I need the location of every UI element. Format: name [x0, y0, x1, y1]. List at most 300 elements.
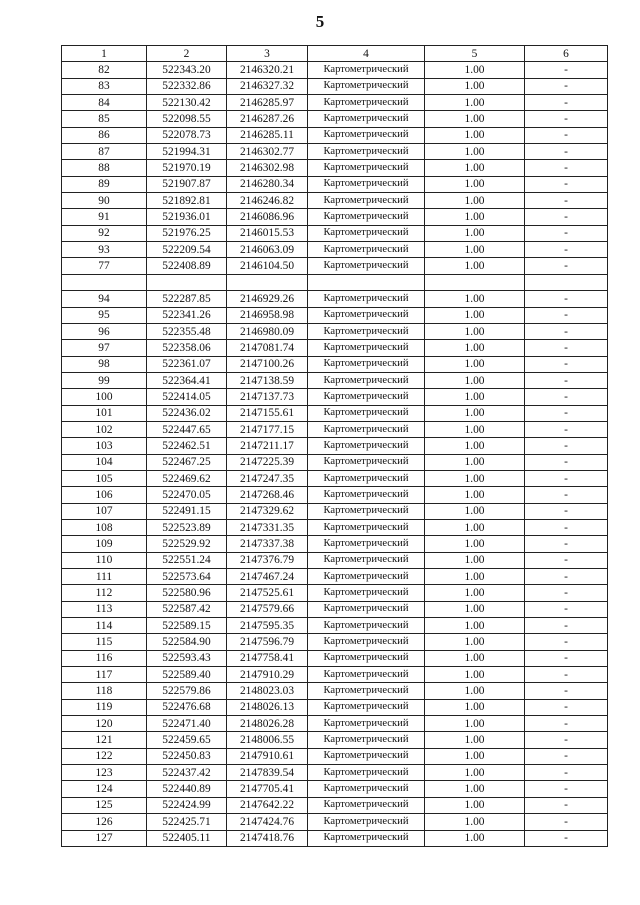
- point-number-cell: 120: [62, 716, 147, 732]
- accuracy-cell: 1.00: [425, 716, 525, 732]
- note-cell: -: [525, 144, 608, 160]
- coord-x-cell: 522405.11: [147, 830, 227, 846]
- table-row: [62, 536, 608, 552]
- empty-cell: [425, 274, 525, 290]
- coord-x-cell: 522414.05: [147, 389, 227, 405]
- coord-x-cell: 522436.02: [147, 405, 227, 421]
- table-row: [62, 356, 608, 372]
- method-cell: Картометрический: [308, 405, 425, 421]
- table-row: [62, 716, 608, 732]
- note-cell: -: [525, 634, 608, 650]
- coord-y-cell: 2147910.61: [227, 748, 308, 764]
- table-row: [62, 78, 608, 94]
- point-number-cell: 90: [62, 193, 147, 209]
- coord-y-cell: 2146063.09: [227, 242, 308, 258]
- point-number-cell: 121: [62, 732, 147, 748]
- table-row: [62, 111, 608, 127]
- table-row: [62, 209, 608, 225]
- point-number-cell: 95: [62, 307, 147, 323]
- coord-x-cell: 521892.81: [147, 193, 227, 209]
- note-cell: -: [525, 519, 608, 535]
- coord-y-cell: 2146327.32: [227, 78, 308, 94]
- accuracy-cell: 1.00: [425, 111, 525, 127]
- accuracy-cell: 1.00: [425, 454, 525, 470]
- coord-x-cell: 522491.15: [147, 503, 227, 519]
- point-number-cell: 115: [62, 634, 147, 650]
- method-cell: Картометрический: [308, 438, 425, 454]
- note-cell: -: [525, 160, 608, 176]
- coord-y-cell: 2147758.41: [227, 650, 308, 666]
- method-cell: Картометрический: [308, 323, 425, 339]
- table-row: [62, 748, 608, 764]
- accuracy-cell: 1.00: [425, 765, 525, 781]
- method-cell: Картометрический: [308, 421, 425, 437]
- point-number-cell: 100: [62, 389, 147, 405]
- method-cell: Картометрический: [308, 291, 425, 307]
- coord-x-cell: 522470.05: [147, 487, 227, 503]
- accuracy-cell: 1.00: [425, 291, 525, 307]
- point-number-cell: 94: [62, 291, 147, 307]
- accuracy-cell: 1.00: [425, 193, 525, 209]
- coord-x-cell: 522343.20: [147, 62, 227, 78]
- method-cell: Картометрический: [308, 601, 425, 617]
- accuracy-cell: 1.00: [425, 569, 525, 585]
- coord-y-cell: 2146246.82: [227, 193, 308, 209]
- coord-x-cell: 522459.65: [147, 732, 227, 748]
- method-cell: Картометрический: [308, 667, 425, 683]
- method-cell: Картометрический: [308, 569, 425, 585]
- point-number-cell: 119: [62, 699, 147, 715]
- coord-x-cell: 522469.62: [147, 470, 227, 486]
- method-cell: Картометрический: [308, 830, 425, 846]
- note-cell: -: [525, 814, 608, 830]
- note-cell: -: [525, 470, 608, 486]
- point-number-cell: 110: [62, 552, 147, 568]
- coord-x-cell: 522078.73: [147, 127, 227, 143]
- accuracy-cell: 1.00: [425, 732, 525, 748]
- coord-y-cell: 2147418.76: [227, 830, 308, 846]
- point-number-cell: 118: [62, 683, 147, 699]
- point-number-cell: 93: [62, 242, 147, 258]
- method-cell: Картометрический: [308, 111, 425, 127]
- point-number-cell: 102: [62, 421, 147, 437]
- coord-y-cell: 2146104.50: [227, 258, 308, 274]
- note-cell: -: [525, 225, 608, 241]
- method-cell: Картометрический: [308, 748, 425, 764]
- page-number: 5: [315, 12, 325, 31]
- coord-x-cell: 522447.65: [147, 421, 227, 437]
- table-row: [62, 438, 608, 454]
- point-number-cell: 111: [62, 569, 147, 585]
- table-row: [62, 830, 608, 846]
- method-cell: Картометрический: [308, 765, 425, 781]
- note-cell: -: [525, 454, 608, 470]
- table-row: [62, 814, 608, 830]
- accuracy-cell: 1.00: [425, 389, 525, 405]
- table-row: [62, 601, 608, 617]
- note-cell: -: [525, 340, 608, 356]
- accuracy-cell: 1.00: [425, 307, 525, 323]
- method-cell: Картометрический: [308, 258, 425, 274]
- coord-y-cell: 2147579.66: [227, 601, 308, 617]
- table-row: [62, 634, 608, 650]
- accuracy-cell: 1.00: [425, 95, 525, 111]
- note-cell: -: [525, 78, 608, 94]
- point-number-cell: 112: [62, 585, 147, 601]
- empty-cell: [147, 274, 227, 290]
- accuracy-cell: 1.00: [425, 519, 525, 535]
- coord-x-cell: 521970.19: [147, 160, 227, 176]
- table-row: [62, 618, 608, 634]
- note-cell: -: [525, 209, 608, 225]
- coord-y-cell: 2146958.98: [227, 307, 308, 323]
- table-row: [62, 569, 608, 585]
- method-cell: Картометрический: [308, 716, 425, 732]
- table-row: [62, 454, 608, 470]
- empty-cell: [308, 274, 425, 290]
- table-row: [62, 781, 608, 797]
- coord-y-cell: 2147211.17: [227, 438, 308, 454]
- coord-x-cell: 522364.41: [147, 372, 227, 388]
- method-cell: Картометрический: [308, 307, 425, 323]
- table-row: [62, 176, 608, 192]
- method-cell: Картометрический: [308, 732, 425, 748]
- method-cell: Картометрический: [308, 699, 425, 715]
- table-row: [62, 307, 608, 323]
- method-cell: Картометрический: [308, 487, 425, 503]
- accuracy-cell: 1.00: [425, 323, 525, 339]
- method-cell: Картометрический: [308, 634, 425, 650]
- point-number-cell: 109: [62, 536, 147, 552]
- coordinates-table: [61, 45, 608, 847]
- column-header-4: 4: [308, 46, 425, 62]
- note-cell: -: [525, 438, 608, 454]
- method-cell: Картометрический: [308, 470, 425, 486]
- coord-y-cell: 2147331.35: [227, 519, 308, 535]
- coord-y-cell: 2147467.24: [227, 569, 308, 585]
- column-header-6: 6: [525, 46, 608, 62]
- note-cell: -: [525, 176, 608, 192]
- coord-x-cell: 522580.96: [147, 585, 227, 601]
- coord-x-cell: 522355.48: [147, 323, 227, 339]
- note-cell: -: [525, 765, 608, 781]
- note-cell: -: [525, 405, 608, 421]
- note-cell: -: [525, 552, 608, 568]
- coord-y-cell: 2148023.03: [227, 683, 308, 699]
- coord-x-cell: 522587.42: [147, 601, 227, 617]
- point-number-cell: 87: [62, 144, 147, 160]
- note-cell: -: [525, 797, 608, 813]
- method-cell: Картометрический: [308, 160, 425, 176]
- method-cell: Картометрический: [308, 683, 425, 699]
- table-row: [62, 552, 608, 568]
- accuracy-cell: 1.00: [425, 683, 525, 699]
- coord-y-cell: 2147705.41: [227, 781, 308, 797]
- accuracy-cell: 1.00: [425, 242, 525, 258]
- point-number-cell: 92: [62, 225, 147, 241]
- note-cell: -: [525, 258, 608, 274]
- accuracy-cell: 1.00: [425, 62, 525, 78]
- accuracy-cell: 1.00: [425, 618, 525, 634]
- note-cell: -: [525, 421, 608, 437]
- table-row: [62, 503, 608, 519]
- method-cell: Картометрический: [308, 552, 425, 568]
- coord-y-cell: 2147337.38: [227, 536, 308, 552]
- accuracy-cell: 1.00: [425, 258, 525, 274]
- point-number-cell: 124: [62, 781, 147, 797]
- note-cell: -: [525, 95, 608, 111]
- note-cell: -: [525, 323, 608, 339]
- point-number-cell: 84: [62, 95, 147, 111]
- note-cell: -: [525, 830, 608, 846]
- table-row: [62, 225, 608, 241]
- table-row: [62, 389, 608, 405]
- accuracy-cell: 1.00: [425, 372, 525, 388]
- method-cell: Картометрический: [308, 225, 425, 241]
- method-cell: Картометрический: [308, 519, 425, 535]
- accuracy-cell: 1.00: [425, 127, 525, 143]
- method-cell: Картометрический: [308, 209, 425, 225]
- table-row: [62, 699, 608, 715]
- method-cell: Картометрический: [308, 650, 425, 666]
- note-cell: -: [525, 748, 608, 764]
- table-row: [62, 127, 608, 143]
- note-cell: -: [525, 372, 608, 388]
- coord-y-cell: 2146086.96: [227, 209, 308, 225]
- point-number-cell: 122: [62, 748, 147, 764]
- point-number-cell: 113: [62, 601, 147, 617]
- coord-y-cell: 2146285.97: [227, 95, 308, 111]
- coord-x-cell: 522130.42: [147, 95, 227, 111]
- method-cell: Картометрический: [308, 503, 425, 519]
- coord-x-cell: 522332.86: [147, 78, 227, 94]
- coord-y-cell: 2148026.28: [227, 716, 308, 732]
- coord-x-cell: 522424.99: [147, 797, 227, 813]
- note-cell: -: [525, 618, 608, 634]
- coord-y-cell: 2147177.15: [227, 421, 308, 437]
- accuracy-cell: 1.00: [425, 830, 525, 846]
- note-cell: -: [525, 487, 608, 503]
- coord-y-cell: 2146302.77: [227, 144, 308, 160]
- note-cell: -: [525, 650, 608, 666]
- method-cell: Картометрический: [308, 242, 425, 258]
- note-cell: -: [525, 601, 608, 617]
- table-row: [62, 160, 608, 176]
- table-row: [62, 323, 608, 339]
- table-row: [62, 193, 608, 209]
- point-number-cell: 83: [62, 78, 147, 94]
- point-number-cell: 97: [62, 340, 147, 356]
- column-header-3: 3: [227, 46, 308, 62]
- point-number-cell: 96: [62, 323, 147, 339]
- table-row: [62, 470, 608, 486]
- note-cell: -: [525, 683, 608, 699]
- accuracy-cell: 1.00: [425, 405, 525, 421]
- note-cell: -: [525, 585, 608, 601]
- point-number-cell: 99: [62, 372, 147, 388]
- accuracy-cell: 1.00: [425, 748, 525, 764]
- method-cell: Картометрический: [308, 78, 425, 94]
- accuracy-cell: 1.00: [425, 209, 525, 225]
- coord-x-cell: 522440.89: [147, 781, 227, 797]
- coord-x-cell: 522450.83: [147, 748, 227, 764]
- method-cell: Картометрический: [308, 781, 425, 797]
- method-cell: Картометрический: [308, 618, 425, 634]
- accuracy-cell: 1.00: [425, 650, 525, 666]
- empty-cell: [62, 274, 147, 290]
- table-row: [62, 519, 608, 535]
- table-row: [62, 667, 608, 683]
- table-row: [62, 372, 608, 388]
- note-cell: -: [525, 291, 608, 307]
- coord-y-cell: 2146929.26: [227, 291, 308, 307]
- table-row: [62, 144, 608, 160]
- coord-y-cell: 2147100.26: [227, 356, 308, 372]
- note-cell: -: [525, 536, 608, 552]
- method-cell: Картометрический: [308, 585, 425, 601]
- coord-x-cell: 522573.64: [147, 569, 227, 585]
- header-row: [62, 46, 608, 62]
- note-cell: -: [525, 356, 608, 372]
- accuracy-cell: 1.00: [425, 781, 525, 797]
- point-number-cell: 123: [62, 765, 147, 781]
- point-number-cell: 106: [62, 487, 147, 503]
- accuracy-cell: 1.00: [425, 225, 525, 241]
- note-cell: -: [525, 732, 608, 748]
- coord-x-cell: 521976.25: [147, 225, 227, 241]
- table-row: [62, 242, 608, 258]
- point-number-cell: 117: [62, 667, 147, 683]
- table-header: [62, 46, 608, 62]
- point-number-cell: 98: [62, 356, 147, 372]
- coord-y-cell: 2147155.61: [227, 405, 308, 421]
- table-row: [62, 62, 608, 78]
- table-row: [62, 683, 608, 699]
- accuracy-cell: 1.00: [425, 797, 525, 813]
- note-cell: -: [525, 111, 608, 127]
- accuracy-cell: 1.00: [425, 634, 525, 650]
- method-cell: Картометрический: [308, 797, 425, 813]
- method-cell: Картометрический: [308, 372, 425, 388]
- note-cell: -: [525, 781, 608, 797]
- method-cell: Картометрический: [308, 176, 425, 192]
- table-row: [62, 585, 608, 601]
- coord-y-cell: 2147596.79: [227, 634, 308, 650]
- point-number-cell: 91: [62, 209, 147, 225]
- table-row: [62, 405, 608, 421]
- note-cell: -: [525, 127, 608, 143]
- coord-x-cell: 522584.90: [147, 634, 227, 650]
- point-number-cell: 104: [62, 454, 147, 470]
- coord-y-cell: 2146302.98: [227, 160, 308, 176]
- method-cell: Картометрический: [308, 389, 425, 405]
- note-cell: -: [525, 569, 608, 585]
- accuracy-cell: 1.00: [425, 601, 525, 617]
- accuracy-cell: 1.00: [425, 421, 525, 437]
- coord-x-cell: 522209.54: [147, 242, 227, 258]
- group-separator-row: [62, 274, 608, 290]
- coord-x-cell: 522467.25: [147, 454, 227, 470]
- point-number-cell: 114: [62, 618, 147, 634]
- method-cell: Картометрический: [308, 193, 425, 209]
- coord-y-cell: 2147081.74: [227, 340, 308, 356]
- point-number-cell: 85: [62, 111, 147, 127]
- coord-x-cell: 522287.85: [147, 291, 227, 307]
- accuracy-cell: 1.00: [425, 536, 525, 552]
- accuracy-cell: 1.00: [425, 438, 525, 454]
- coord-x-cell: 522425.71: [147, 814, 227, 830]
- accuracy-cell: 1.00: [425, 487, 525, 503]
- coord-y-cell: 2147839.54: [227, 765, 308, 781]
- method-cell: Картометрический: [308, 340, 425, 356]
- column-header-2: 2: [147, 46, 227, 62]
- coord-y-cell: 2147910.29: [227, 667, 308, 683]
- note-cell: -: [525, 62, 608, 78]
- accuracy-cell: 1.00: [425, 78, 525, 94]
- coord-y-cell: 2147525.61: [227, 585, 308, 601]
- note-cell: -: [525, 389, 608, 405]
- coord-y-cell: 2146015.53: [227, 225, 308, 241]
- empty-cell: [227, 274, 308, 290]
- coord-x-cell: 522593.43: [147, 650, 227, 666]
- coord-x-cell: 522523.89: [147, 519, 227, 535]
- point-number-cell: 108: [62, 519, 147, 535]
- coord-y-cell: 2147247.35: [227, 470, 308, 486]
- point-number-cell: 82: [62, 62, 147, 78]
- coord-x-cell: 522476.68: [147, 699, 227, 715]
- accuracy-cell: 1.00: [425, 699, 525, 715]
- table-row: [62, 487, 608, 503]
- accuracy-cell: 1.00: [425, 503, 525, 519]
- coord-y-cell: 2147137.73: [227, 389, 308, 405]
- coord-x-cell: 522462.51: [147, 438, 227, 454]
- table-row: [62, 421, 608, 437]
- coord-y-cell: 2147424.76: [227, 814, 308, 830]
- empty-cell: [525, 274, 608, 290]
- column-header-1: 1: [62, 46, 147, 62]
- coord-x-cell: 522341.26: [147, 307, 227, 323]
- point-number-cell: 77: [62, 258, 147, 274]
- coord-x-cell: 522529.92: [147, 536, 227, 552]
- accuracy-cell: 1.00: [425, 340, 525, 356]
- method-cell: Картометрический: [308, 127, 425, 143]
- coord-y-cell: 2146280.34: [227, 176, 308, 192]
- coord-x-cell: 521907.87: [147, 176, 227, 192]
- coord-y-cell: 2148006.55: [227, 732, 308, 748]
- coord-x-cell: 522471.40: [147, 716, 227, 732]
- table-row: [62, 797, 608, 813]
- point-number-cell: 89: [62, 176, 147, 192]
- coord-y-cell: 2147376.79: [227, 552, 308, 568]
- coord-y-cell: 2146320.21: [227, 62, 308, 78]
- accuracy-cell: 1.00: [425, 356, 525, 372]
- coord-x-cell: 522408.89: [147, 258, 227, 274]
- point-number-cell: 103: [62, 438, 147, 454]
- point-number-cell: 116: [62, 650, 147, 666]
- method-cell: Картометрический: [308, 62, 425, 78]
- table-body: [62, 62, 608, 847]
- note-cell: -: [525, 503, 608, 519]
- coord-y-cell: 2147642.22: [227, 797, 308, 813]
- accuracy-cell: 1.00: [425, 176, 525, 192]
- accuracy-cell: 1.00: [425, 470, 525, 486]
- method-cell: Картометрический: [308, 144, 425, 160]
- accuracy-cell: 1.00: [425, 144, 525, 160]
- point-number-cell: 86: [62, 127, 147, 143]
- method-cell: Картометрический: [308, 356, 425, 372]
- table-row: [62, 732, 608, 748]
- method-cell: Картометрический: [308, 454, 425, 470]
